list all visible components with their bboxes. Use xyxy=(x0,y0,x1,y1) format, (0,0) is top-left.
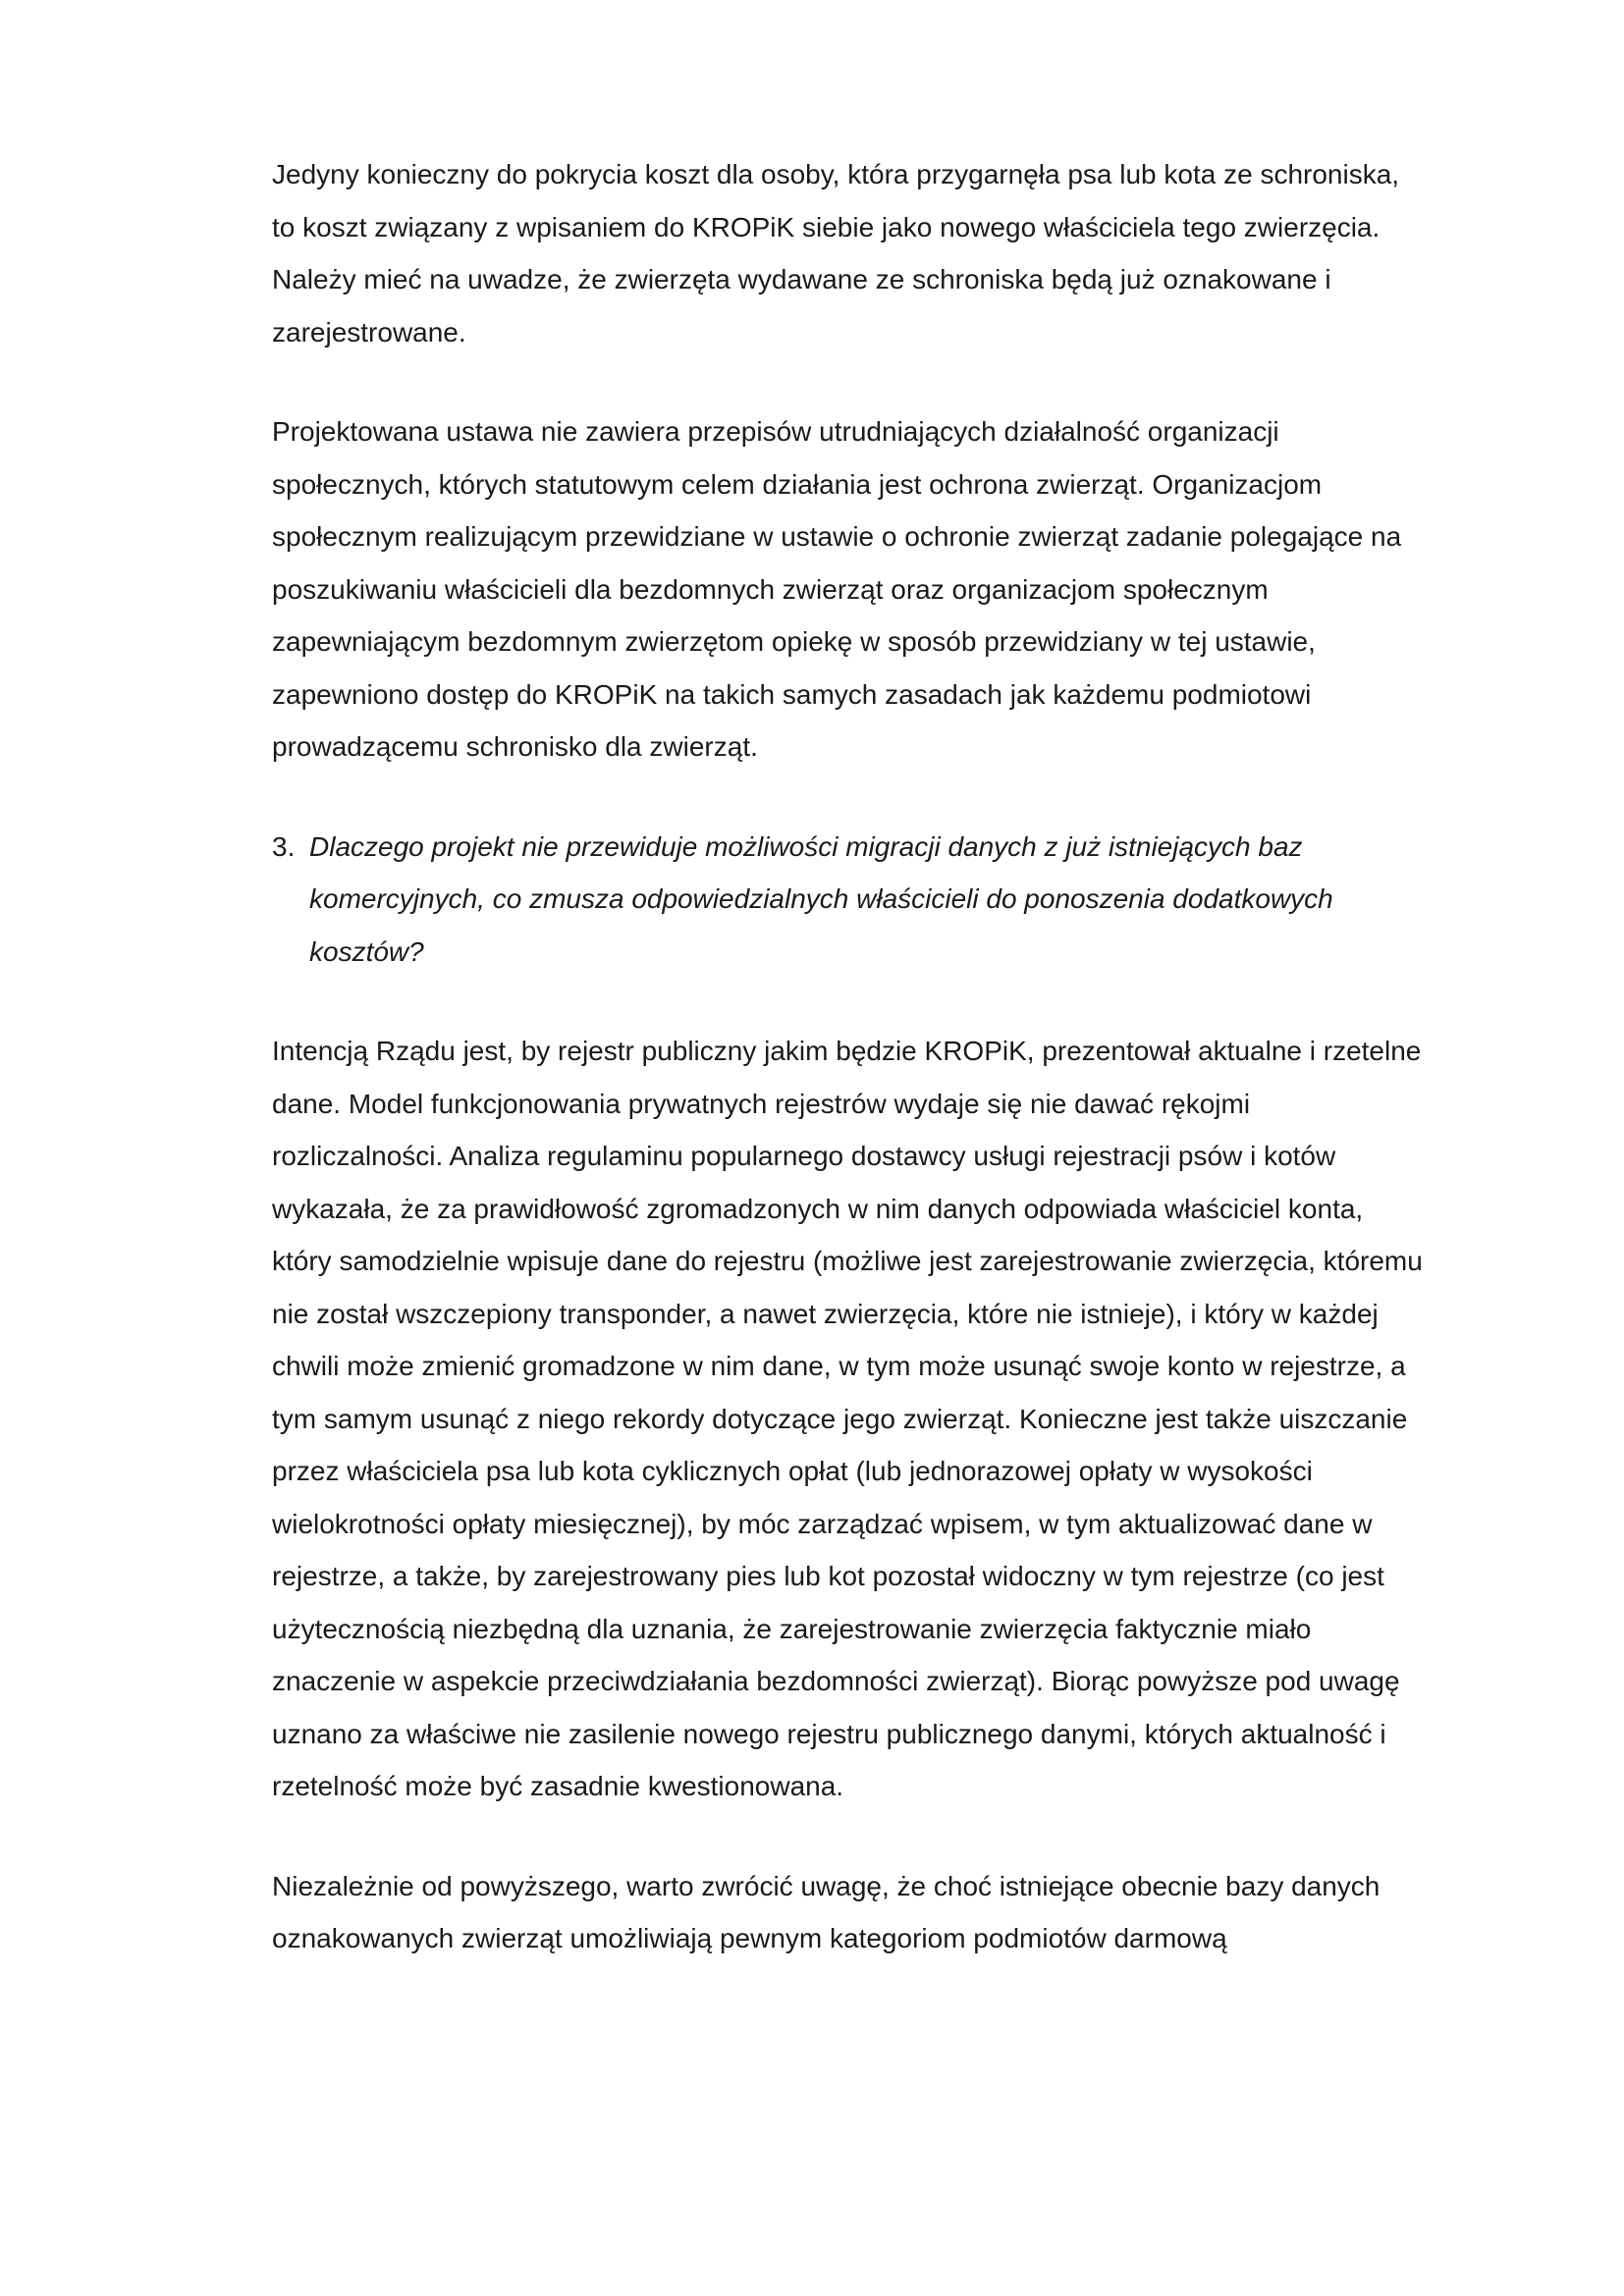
paragraph-adoption-cost: Jedyny konieczny do pokrycia koszt dla osoby, która przygarnęła psa lub kota ze schroniska, to koszt związany z wpisaniem do KROPiK siebie jako nowego właściciela tego zwierzęcia. Należy mieć na uwadze, że zwierzęta wydawane ze schroniska będą już oznakowane i zarejestrowane. xyxy=(272,159,1400,347)
paragraph-registry-reliability: Intencją Rządu jest, by rejestr publiczny jakim będzie KROPiK, prezentował aktualne i rzetelne dane. Model funkcjonowania prywatnych rejestrów wydaje się nie dawać rękojmi rozliczalności. Analiza regulaminu popularnego dostawcy usługi rejestracji psów i kotów wykazała, że za prawidłowość zgromadzonych w nim danych odpowiada właściciel konta, który samodzielnie wpisuje dane do rejestru (możliwe jest zarejestrowanie zwierzęcia, któremu nie został wszczepiony transponder, a nawet zwierzęcia, które nie istnieje), i który w każdej chwili może zmienić gromadzone w nim dane, w tym może usunąć swoje konto w rejestrze, a tym samym usunąć z niego rekordy dotyczące jego zwierząt. Konieczne jest także uiszczanie przez właściciela psa lub kota cyklicznych opłat (lub jednorazowej opłaty w wysokości wielokrotności opłaty miesięcznej), by móc zarządzać wpisem, w tym aktualizować dane w rejestrze, a także, by zarejestrowany pies lub kot pozostał widoczny w tym rejestrze (co jest użytecznością niezbędną dla uznania, że zarejestrowanie zwierzęcia faktycznie miało znaczenie w aspekcie przeciwdziałania bezdomności zwierząt). Biorąc powyższe pod uwagę uznano za właściwe nie zasilenie nowego rejestru publicznego danymi, których aktualność i rzetelność może być zasadnie kwestionowana. xyxy=(272,1036,1423,1801)
question-number: 3. xyxy=(272,830,296,862)
document-text-block xyxy=(272,148,1423,1965)
paragraph-ngo-access: Projektowana ustawa nie zawiera przepisów utrudniających działalność organizacji społecznych, których statutowym celem działania jest ochrona zwierząt. Organizacjom społecznym realizującym przewidziane w ustawie o ochronie zwierząt zadanie polegające na poszukiwaniu właścicieli dla bezdomnych zwierząt oraz organizacjom społecznym zapewniającym bezdomnym zwierzętom opiekę w sposób przewidziany w tej ustawie, zapewniono dostęp do KROPiK na takich samych zasadach jak każdemu podmiotowi prowadzącemu schronisko dla zwierząt. xyxy=(272,416,1402,762)
numbered-question-3 xyxy=(272,821,1423,979)
question-text: Dlaczego projekt nie przewiduje możliwości migracji danych z już istniejących baz komercyjnych, co zmusza odpowiedzialnych właścicieli do ponoszenia dodatkowych kosztów? xyxy=(309,830,1333,967)
paragraph-existing-databases: Niezależnie od powyższego, warto zwrócić uwagę, że choć istniejące obecnie bazy danych oznakowanych zwierząt umożliwiają pewnym kategoriom podmiotów darmową xyxy=(272,1870,1380,1953)
